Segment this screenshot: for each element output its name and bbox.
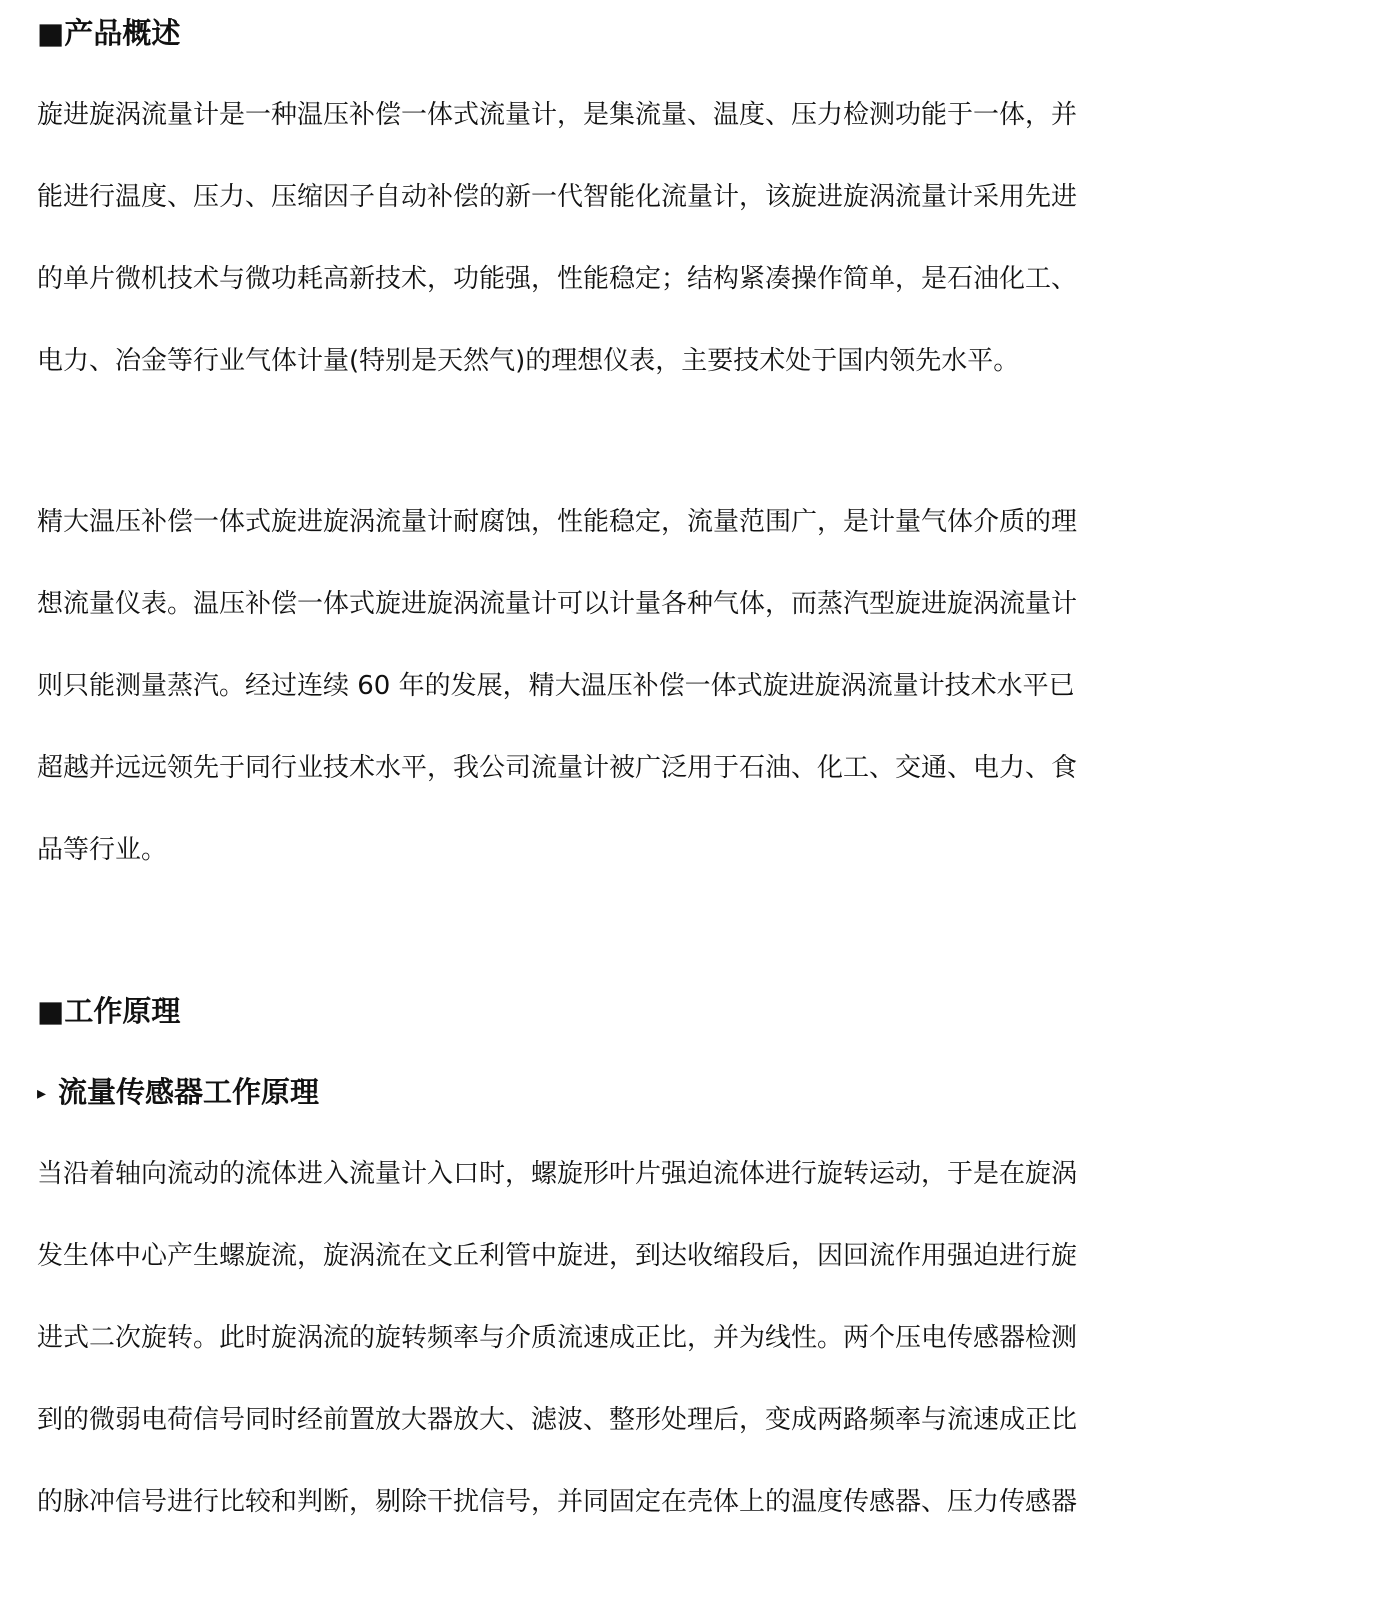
paragraph-line: 当沿着轴向流动的流体进入流量计入口时，螺旋形叶片强迫流体进行旋转运动，于是在旋涡 [37,1159,1078,1189]
paragraph-line: 品等行业。 [37,835,168,865]
paragraph-line: 到的微弱电荷信号同时经前置放大器放大、滤波、整形处理后，变成两路频率与流速成正比 [37,1405,1078,1435]
overview-paragraph-1 [37,74,1127,402]
paragraph-line: 能进行温度、压力、压缩因子自动补偿的新一代智能化流量计，该旋进旋涡流量计采用先进 [37,182,1078,212]
paragraph-line: 精大温压补偿一体式旋进旋涡流量计耐腐蚀，性能稳定，流量范围广，是计量气体介质的理 [37,507,1078,537]
paragraph-line: 则只能测量蒸汽。经过连续 60 年的发展，精大温压补偿一体式旋进旋涡流量计技术水平已 [37,671,1075,701]
paragraph-line: 进式二次旋转。此时旋涡流的旋转频率与介质流速成正比，并为线性。两个压电传感器检测 [37,1323,1078,1353]
overview-paragraph-2 [37,481,1127,891]
paragraph-line: 想流量仪表。温压补偿一体式旋进旋涡流量计可以计量各种气体，而蒸汽型旋进旋涡流量计 [37,589,1078,619]
paragraph-line: 超越并远远领先于同行业技术水平，我公司流量计被广泛用于石油、化工、交通、电力、食 [37,753,1078,783]
paragraph-line: 电力、冶金等行业气体计量(特别是天然气)的理想仪表，主要技术处于国内领先水平。 [37,346,1020,376]
section-title-principle: ■工作原理 [37,994,181,1028]
section-title-overview: ■产品概述 [37,16,181,50]
triangle-right-icon: ▸ [37,1083,47,1104]
principle-paragraph-1 [37,1133,1127,1543]
paragraph-line: 旋进旋涡流量计是一种温压补偿一体式流量计，是集流量、温度、压力检测功能于一体，并 [37,100,1078,130]
subsection-title-text: 流量传感器工作原理 [58,1075,320,1109]
subsection-title [37,1077,319,1109]
paragraph-line: 的脉冲信号进行比较和判断，剔除干扰信号，并同固定在壳体上的温度传感器、压力传感器 [37,1487,1078,1517]
paragraph-line: 发生体中心产生螺旋流，旋涡流在文丘利管中旋进，到达收缩段后，因回流作用强迫进行旋 [37,1241,1078,1271]
paragraph-line: 的单片微机技术与微功耗高新技术，功能强，性能稳定；结构紧凑操作简单，是石油化工、 [37,264,1078,294]
